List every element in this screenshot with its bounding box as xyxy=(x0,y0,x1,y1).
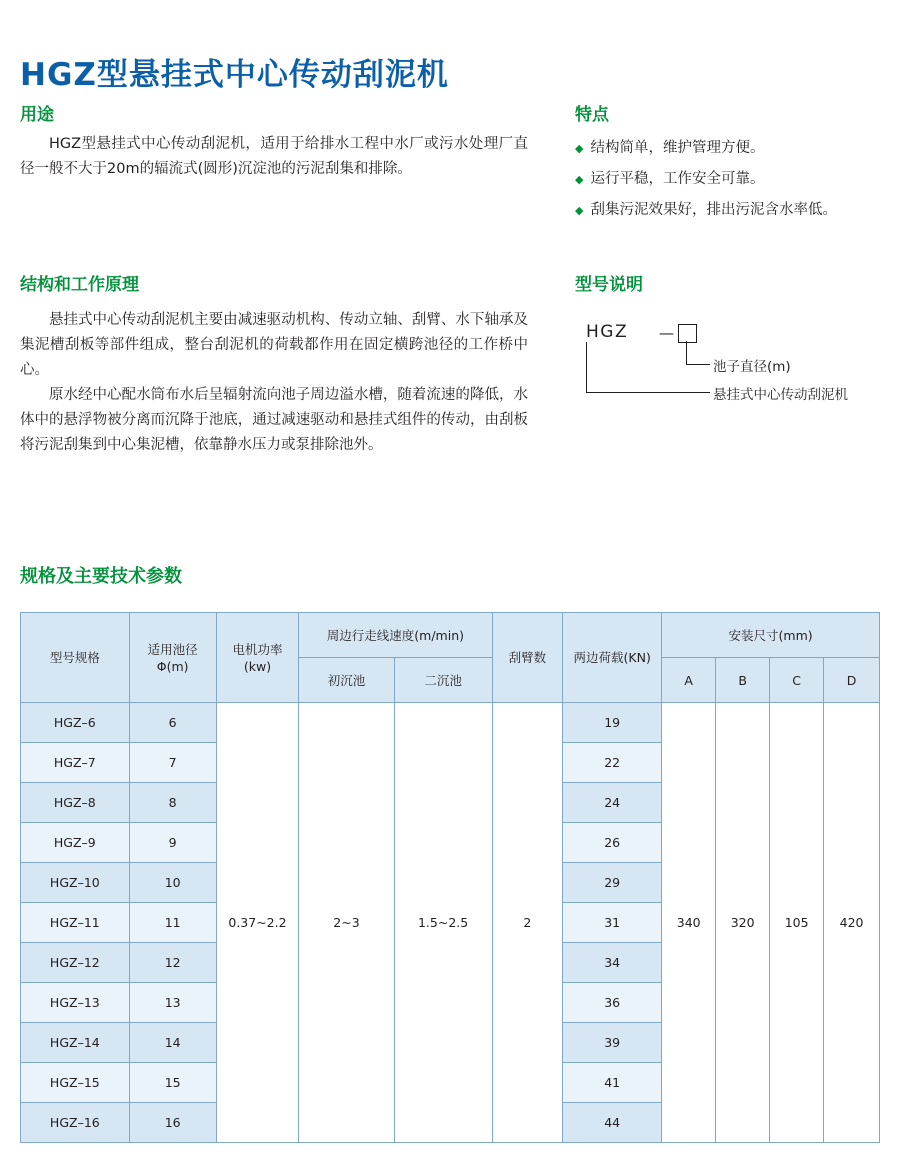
cell-load: 36 xyxy=(563,983,662,1023)
cell-d-merged: 420 xyxy=(824,703,880,1143)
spec-table-wrapper xyxy=(20,612,880,1143)
col-header-diameter-line2: Φ(m) xyxy=(156,658,189,674)
section-heading-structure: 结构和工作原理 xyxy=(20,275,139,295)
cell-model: HGZ–9 xyxy=(21,823,130,863)
cell-c-merged: 105 xyxy=(770,703,824,1143)
diamond-bullet-icon: ◆ xyxy=(575,173,584,186)
page-title: HGZ型悬挂式中心传动刮泥机 xyxy=(20,56,449,93)
structure-paragraph-2: 原水经中心配水筒布水后呈辐射流向池子周边溢水槽，随着流速的降低，水体中的悬浮物被分离而沉降于池底，通过减速驱动和悬挂式组件的传动，由刮板将污泥刮集到中心集泥槽，依靠静水压力或泵排除池外。 xyxy=(20,387,528,453)
col-header-speed-primary: 初沉池 xyxy=(299,658,394,703)
model-code-diagram xyxy=(575,312,895,422)
feature-label: 运行平稳，工作安全可靠。 xyxy=(590,171,765,187)
cell-diameter: 15 xyxy=(129,1063,216,1103)
table-row xyxy=(21,703,880,743)
cell-arms-merged: 2 xyxy=(492,703,563,1143)
cell-speed-primary-merged: 2~3 xyxy=(299,703,394,1143)
cell-load: 34 xyxy=(563,943,662,983)
col-header-diameter xyxy=(129,613,216,703)
list-item xyxy=(575,133,895,164)
cell-diameter: 11 xyxy=(129,903,216,943)
col-header-diameter-line1: 适用池径 xyxy=(147,641,198,657)
col-header-power-line2: (kw) xyxy=(243,658,272,674)
cell-load: 31 xyxy=(563,903,662,943)
purpose-text xyxy=(20,132,528,182)
purpose-paragraph-1: HGZ型悬挂式中心传动刮泥机，适用于给排水工程中水厂或污水处理厂直径一般不大于20m的辐流式(圆形)沉淀池的污泥刮集和排除。 xyxy=(20,136,528,177)
table-header-row-1 xyxy=(21,613,880,658)
col-header-a: A xyxy=(662,658,716,703)
cell-model: HGZ–11 xyxy=(21,903,130,943)
section-heading-model: 型号说明 xyxy=(575,275,643,295)
cell-model: HGZ–8 xyxy=(21,783,130,823)
cell-b-merged: 320 xyxy=(716,703,770,1143)
list-item xyxy=(575,164,895,195)
section-heading-spec: 规格及主要技术参数 xyxy=(20,566,182,587)
spec-table xyxy=(20,612,880,1143)
cell-model: HGZ–6 xyxy=(21,703,130,743)
cell-load: 39 xyxy=(563,1023,662,1063)
cell-diameter: 10 xyxy=(129,863,216,903)
leader-line-horizontal-1 xyxy=(686,364,710,365)
model-label-type: 悬挂式中心传动刮泥机 xyxy=(713,387,848,403)
cell-diameter: 8 xyxy=(129,783,216,823)
structure-text xyxy=(20,308,528,458)
cell-diameter: 14 xyxy=(129,1023,216,1063)
cell-diameter: 9 xyxy=(129,823,216,863)
cell-power-merged: 0.37~2.2 xyxy=(216,703,299,1143)
feature-label: 结构简单，维护管理方便。 xyxy=(590,140,765,156)
cell-load: 26 xyxy=(563,823,662,863)
cell-model: HGZ–16 xyxy=(21,1103,130,1143)
section-heading-purpose: 用途 xyxy=(20,105,54,125)
cell-diameter: 13 xyxy=(129,983,216,1023)
cell-model: HGZ–15 xyxy=(21,1063,130,1103)
col-header-power xyxy=(216,613,299,703)
diamond-bullet-icon: ◆ xyxy=(575,204,584,217)
cell-load: 19 xyxy=(563,703,662,743)
cell-diameter: 7 xyxy=(129,743,216,783)
cell-model: HGZ–13 xyxy=(21,983,130,1023)
model-code-prefix: HGZ xyxy=(586,322,629,342)
cell-load: 29 xyxy=(563,863,662,903)
cell-diameter: 6 xyxy=(129,703,216,743)
cell-model: HGZ–12 xyxy=(21,943,130,983)
col-header-speed-group: 周边行走线速度(m/min) xyxy=(299,613,492,658)
col-header-d: D xyxy=(824,658,880,703)
model-code-placeholder-box xyxy=(678,324,697,343)
cell-model: HGZ–10 xyxy=(21,863,130,903)
feature-label: 刮集污泥效果好，排出污泥含水率低。 xyxy=(590,202,837,218)
cell-load: 41 xyxy=(563,1063,662,1103)
leader-line-vertical-2 xyxy=(586,342,587,392)
cell-a-merged: 340 xyxy=(662,703,716,1143)
col-header-c: C xyxy=(770,658,824,703)
col-header-install-group: 安装尺寸(mm) xyxy=(662,613,880,658)
table-head xyxy=(21,613,880,703)
features-list xyxy=(575,133,895,226)
cell-speed-secondary-merged: 1.5~2.5 xyxy=(394,703,492,1143)
section-heading-features: 特点 xyxy=(575,105,609,125)
col-header-arms: 刮臂数 xyxy=(492,613,563,703)
structure-paragraph-1: 悬挂式中心传动刮泥机主要由减速驱动机构、传动立轴、刮臂、水下轴承及集泥槽刮板等部件组成，整台刮泥机的荷载都作用在固定横跨池径的工作桥中心。 xyxy=(20,312,528,378)
model-code-dash: — xyxy=(659,324,674,342)
col-header-power-line1: 电机功率 xyxy=(232,641,283,657)
col-header-model: 型号规格 xyxy=(21,613,130,703)
leader-line-horizontal-2 xyxy=(586,392,710,393)
col-header-speed-secondary: 二沉池 xyxy=(394,658,492,703)
list-item xyxy=(575,195,895,226)
cell-diameter: 12 xyxy=(129,943,216,983)
table-body xyxy=(21,703,880,1143)
col-header-b: B xyxy=(716,658,770,703)
col-header-load: 两边荷载(KN) xyxy=(563,613,662,703)
cell-model: HGZ–7 xyxy=(21,743,130,783)
cell-load: 24 xyxy=(563,783,662,823)
model-label-diameter: 池子直径(m) xyxy=(713,359,791,375)
cell-load: 44 xyxy=(563,1103,662,1143)
diamond-bullet-icon: ◆ xyxy=(575,142,584,155)
cell-model: HGZ–14 xyxy=(21,1023,130,1063)
leader-line-vertical-1 xyxy=(686,341,687,364)
cell-load: 22 xyxy=(563,743,662,783)
cell-diameter: 16 xyxy=(129,1103,216,1143)
